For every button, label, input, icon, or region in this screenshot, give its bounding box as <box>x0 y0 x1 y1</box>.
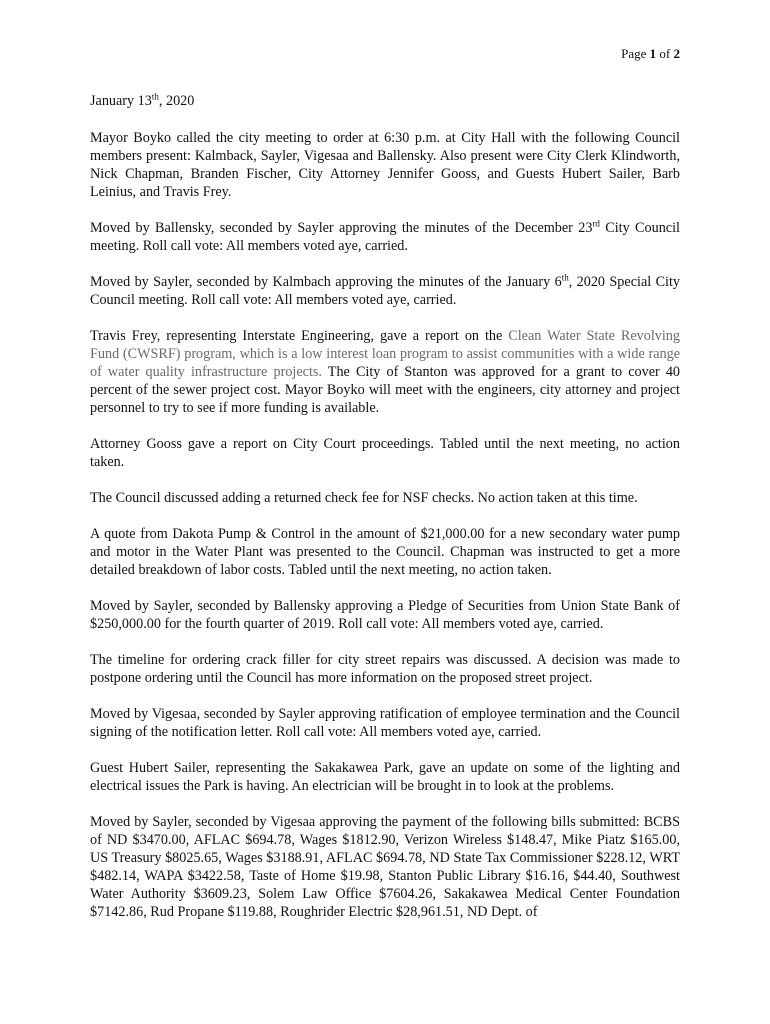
paragraph-employee-termination: Moved by Vigesaa, seconded by Sayler approving ratification of employee termination and the Council signing of the notification letter. Roll call vote: All members voted aye, carried. <box>90 706 680 740</box>
paragraph-court-report: Attorney Gooss gave a report on City Court proceedings. Tabled until the next meeting, no action taken. <box>90 436 680 470</box>
paragraph-nsf-fee: The Council discussed adding a returned check fee for NSF checks. No action taken at this time. <box>90 490 638 506</box>
paragraph-cwsrf-report: Travis Frey, representing Interstate Engineering, gave a report on the Clean Water State Revolving Fund (CWSRF) program, which is a low interest loan program to assist communities with a wide range of water quality infrastructure projects. The City of Stanton was approved for a grant to cover 40 percent of the sewer project cost. Mayor Boyko will meet with the engineers, city attorney and project personnel to try to see if more funding is available. <box>90 328 681 416</box>
paragraph-call-to-order: Mayor Boyko called the city meeting to order at 6:30 p.m. at City Hall with the following Council members present: Kalmback, Sayler, Vigesaa and Ballensky. Also present were City Clerk Klindworth, Nick Chapman, Branden Fischer, City Attorney Jennifer Gooss, and Guests Hubert Sailer, Barb Leinius, and Travis Frey. <box>90 130 680 200</box>
paragraph-park-update: Guest Hubert Sailer, representing the Sakakawea Park, gave an update on some of the lighting and electrical issues the Park is having. An electrician will be brought in to look at the problems. <box>90 760 680 794</box>
page-number: Page 1 of 2 <box>621 46 680 61</box>
page-total: 2 <box>673 46 680 61</box>
paragraph-pump-quote: A quote from Dakota Pump & Control in the amount of $21,000.00 for a new secondary water pump and motor in the Water Plant was presented to the Council. Chapman was instructed to get a more detailed breakdown of labor costs. Tabled until the next meeting, no action taken. <box>90 526 680 578</box>
paragraph-pledge-securities: Moved by Sayler, seconded by Ballensky approving a Pledge of Securities from Union State Bank of $250,000.00 for the fourth quarter of 2019. Roll call vote: All members voted aye, carried. <box>90 598 680 632</box>
paragraph-bills: Moved by Sayler, seconded by Vigesaa approving the payment of the following bills submitted: BCBS of ND $3470.00, AFLAC $694.78, Wages $1812.90, Verizon Wireless $148.47, Mike Piatz $165.00, US Treasury $8025.65, Wages $3188.91, AFLAC $694.78, ND State Tax Commissioner $228.12, WRT $482.14, WAPA $3422.58, Taste of Home $19.98, Stanton Public Library $16.16, $44.40, Southwest Water Authority $3609.23, Solem Law Office $7604.26, Sakakawea Medical Center Foundation $7142.86, Rud Propane $119.88, Roughrider Electric $28,961.51, ND Dept. of <box>90 814 680 920</box>
paragraph-crack-filler: The timeline for ordering crack filler for city street repairs was discussed. A decision was made to postpone ordering until the Council has more information on the proposed street project. <box>90 652 680 686</box>
page-current: 1 <box>649 46 657 61</box>
meeting-date: January 13th, 2020 <box>90 91 195 109</box>
paragraph-dec-minutes: Moved by Ballensky, seconded by Sayler approving the minutes of the December 23rd City Council meeting. Roll call vote: All members voted aye, carried. <box>90 218 680 254</box>
meeting-minutes-body <box>90 92 680 939</box>
paragraph-jan-minutes: Moved by Sayler, seconded by Kalmbach approving the minutes of the January 6th, 2020 Special City Council meeting. Roll call vote: All members voted aye, carried. <box>90 272 681 308</box>
cwsrf-text: Clean Water State Revolving Fund (CWSRF) program, which is a low interest loan program to assist communities with a wide range of water quality infrastructure projects. <box>90 328 680 380</box>
